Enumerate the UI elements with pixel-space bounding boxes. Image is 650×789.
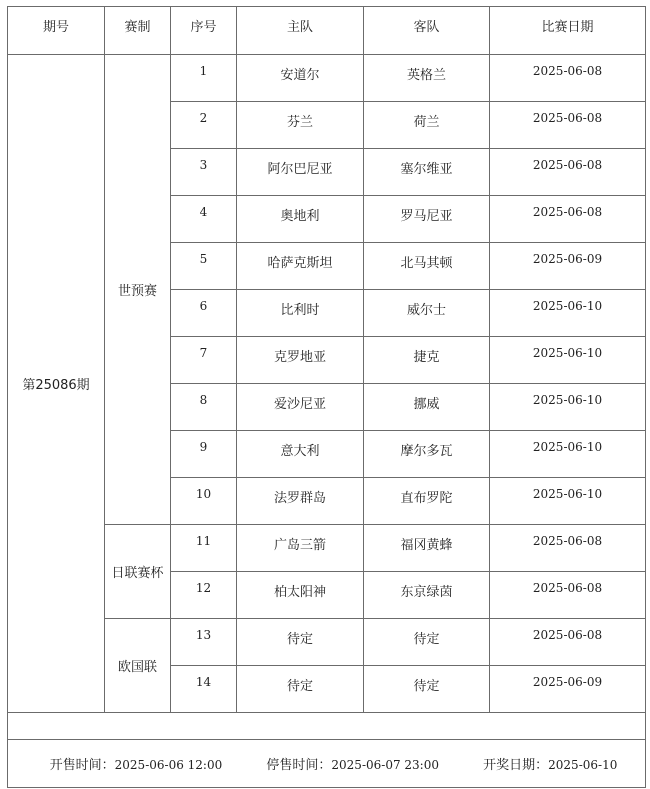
footer-row bbox=[8, 740, 646, 788]
away-team: 直布罗陀 bbox=[364, 478, 490, 525]
home-team: 哈萨克斯坦 bbox=[237, 243, 364, 290]
away-team: 英格兰 bbox=[364, 55, 490, 102]
sale-stop-label: 停售时间： bbox=[266, 758, 332, 773]
away-team: 摩尔多瓦 bbox=[364, 431, 490, 478]
header-match-date: 比赛日期 bbox=[490, 7, 646, 55]
competition-cell: 日联赛杯 bbox=[105, 525, 171, 619]
match-date: 2025-06-08 bbox=[490, 55, 646, 102]
away-team: 待定 bbox=[364, 619, 490, 666]
match-number: 7 bbox=[171, 337, 237, 384]
match-date: 2025-06-10 bbox=[490, 290, 646, 337]
away-team: 捷克 bbox=[364, 337, 490, 384]
match-number: 1 bbox=[171, 55, 237, 102]
home-team: 待定 bbox=[237, 619, 364, 666]
match-date: 2025-06-09 bbox=[490, 243, 646, 290]
table-row bbox=[8, 55, 646, 102]
blank-row bbox=[8, 713, 646, 740]
match-number: 11 bbox=[171, 525, 237, 572]
match-date: 2025-06-08 bbox=[490, 619, 646, 666]
away-team: 北马其顿 bbox=[364, 243, 490, 290]
sale-start bbox=[50, 754, 223, 773]
draw-date-label: 开奖日期： bbox=[483, 758, 549, 773]
home-team: 比利时 bbox=[237, 290, 364, 337]
home-team: 克罗地亚 bbox=[237, 337, 364, 384]
competition-cell: 世预赛 bbox=[105, 55, 171, 525]
match-date: 2025-06-08 bbox=[490, 149, 646, 196]
home-team: 爱沙尼亚 bbox=[237, 384, 364, 431]
header-competition: 赛制 bbox=[105, 7, 171, 55]
schedule-table bbox=[7, 6, 646, 788]
match-date: 2025-06-09 bbox=[490, 666, 646, 713]
home-team: 阿尔巴尼亚 bbox=[237, 149, 364, 196]
draw-date-value: 2025-06-10 bbox=[548, 758, 618, 772]
header-issue: 期号 bbox=[8, 7, 105, 55]
footer-cell bbox=[8, 740, 646, 788]
sale-start-value: 2025-06-06 12:00 bbox=[114, 758, 223, 772]
away-team: 塞尔维亚 bbox=[364, 149, 490, 196]
blank-cell bbox=[8, 713, 646, 740]
match-number: 5 bbox=[171, 243, 237, 290]
away-team: 威尔士 bbox=[364, 290, 490, 337]
home-team: 意大利 bbox=[237, 431, 364, 478]
home-team: 待定 bbox=[237, 666, 364, 713]
draw-date bbox=[483, 754, 617, 773]
home-team: 柏太阳神 bbox=[237, 572, 364, 619]
header-away-team: 客队 bbox=[364, 7, 490, 55]
away-team: 东京绿茵 bbox=[364, 572, 490, 619]
header-number: 序号 bbox=[171, 7, 237, 55]
header-home-team: 主队 bbox=[237, 7, 364, 55]
match-date: 2025-06-08 bbox=[490, 102, 646, 149]
match-number: 3 bbox=[171, 149, 237, 196]
away-team: 挪威 bbox=[364, 384, 490, 431]
match-number: 14 bbox=[171, 666, 237, 713]
match-date: 2025-06-08 bbox=[490, 525, 646, 572]
sale-start-label: 开售时间： bbox=[49, 758, 115, 773]
home-team: 安道尔 bbox=[237, 55, 364, 102]
issue-cell: 第25086期 bbox=[8, 55, 105, 713]
sale-stop bbox=[266, 754, 439, 773]
away-team: 荷兰 bbox=[364, 102, 490, 149]
match-number: 9 bbox=[171, 431, 237, 478]
home-team: 法罗群岛 bbox=[237, 478, 364, 525]
match-number: 12 bbox=[171, 572, 237, 619]
match-date: 2025-06-10 bbox=[490, 337, 646, 384]
home-team: 广岛三箭 bbox=[237, 525, 364, 572]
match-date: 2025-06-08 bbox=[490, 572, 646, 619]
sale-stop-value: 2025-06-07 23:00 bbox=[331, 758, 439, 772]
match-number: 10 bbox=[171, 478, 237, 525]
home-team: 芬兰 bbox=[237, 102, 364, 149]
match-number: 4 bbox=[171, 196, 237, 243]
away-team: 罗马尼亚 bbox=[364, 196, 490, 243]
match-number: 13 bbox=[171, 619, 237, 666]
match-number: 2 bbox=[171, 102, 237, 149]
match-date: 2025-06-10 bbox=[490, 478, 646, 525]
competition-cell: 欧国联 bbox=[105, 619, 171, 713]
match-date: 2025-06-10 bbox=[490, 431, 646, 478]
match-number: 6 bbox=[171, 290, 237, 337]
match-date: 2025-06-10 bbox=[490, 384, 646, 431]
match-date: 2025-06-08 bbox=[490, 196, 646, 243]
away-team: 福冈黄蜂 bbox=[364, 525, 490, 572]
match-number: 8 bbox=[171, 384, 237, 431]
away-team: 待定 bbox=[364, 666, 490, 713]
table-header-row bbox=[8, 7, 646, 55]
home-team: 奥地利 bbox=[237, 196, 364, 243]
